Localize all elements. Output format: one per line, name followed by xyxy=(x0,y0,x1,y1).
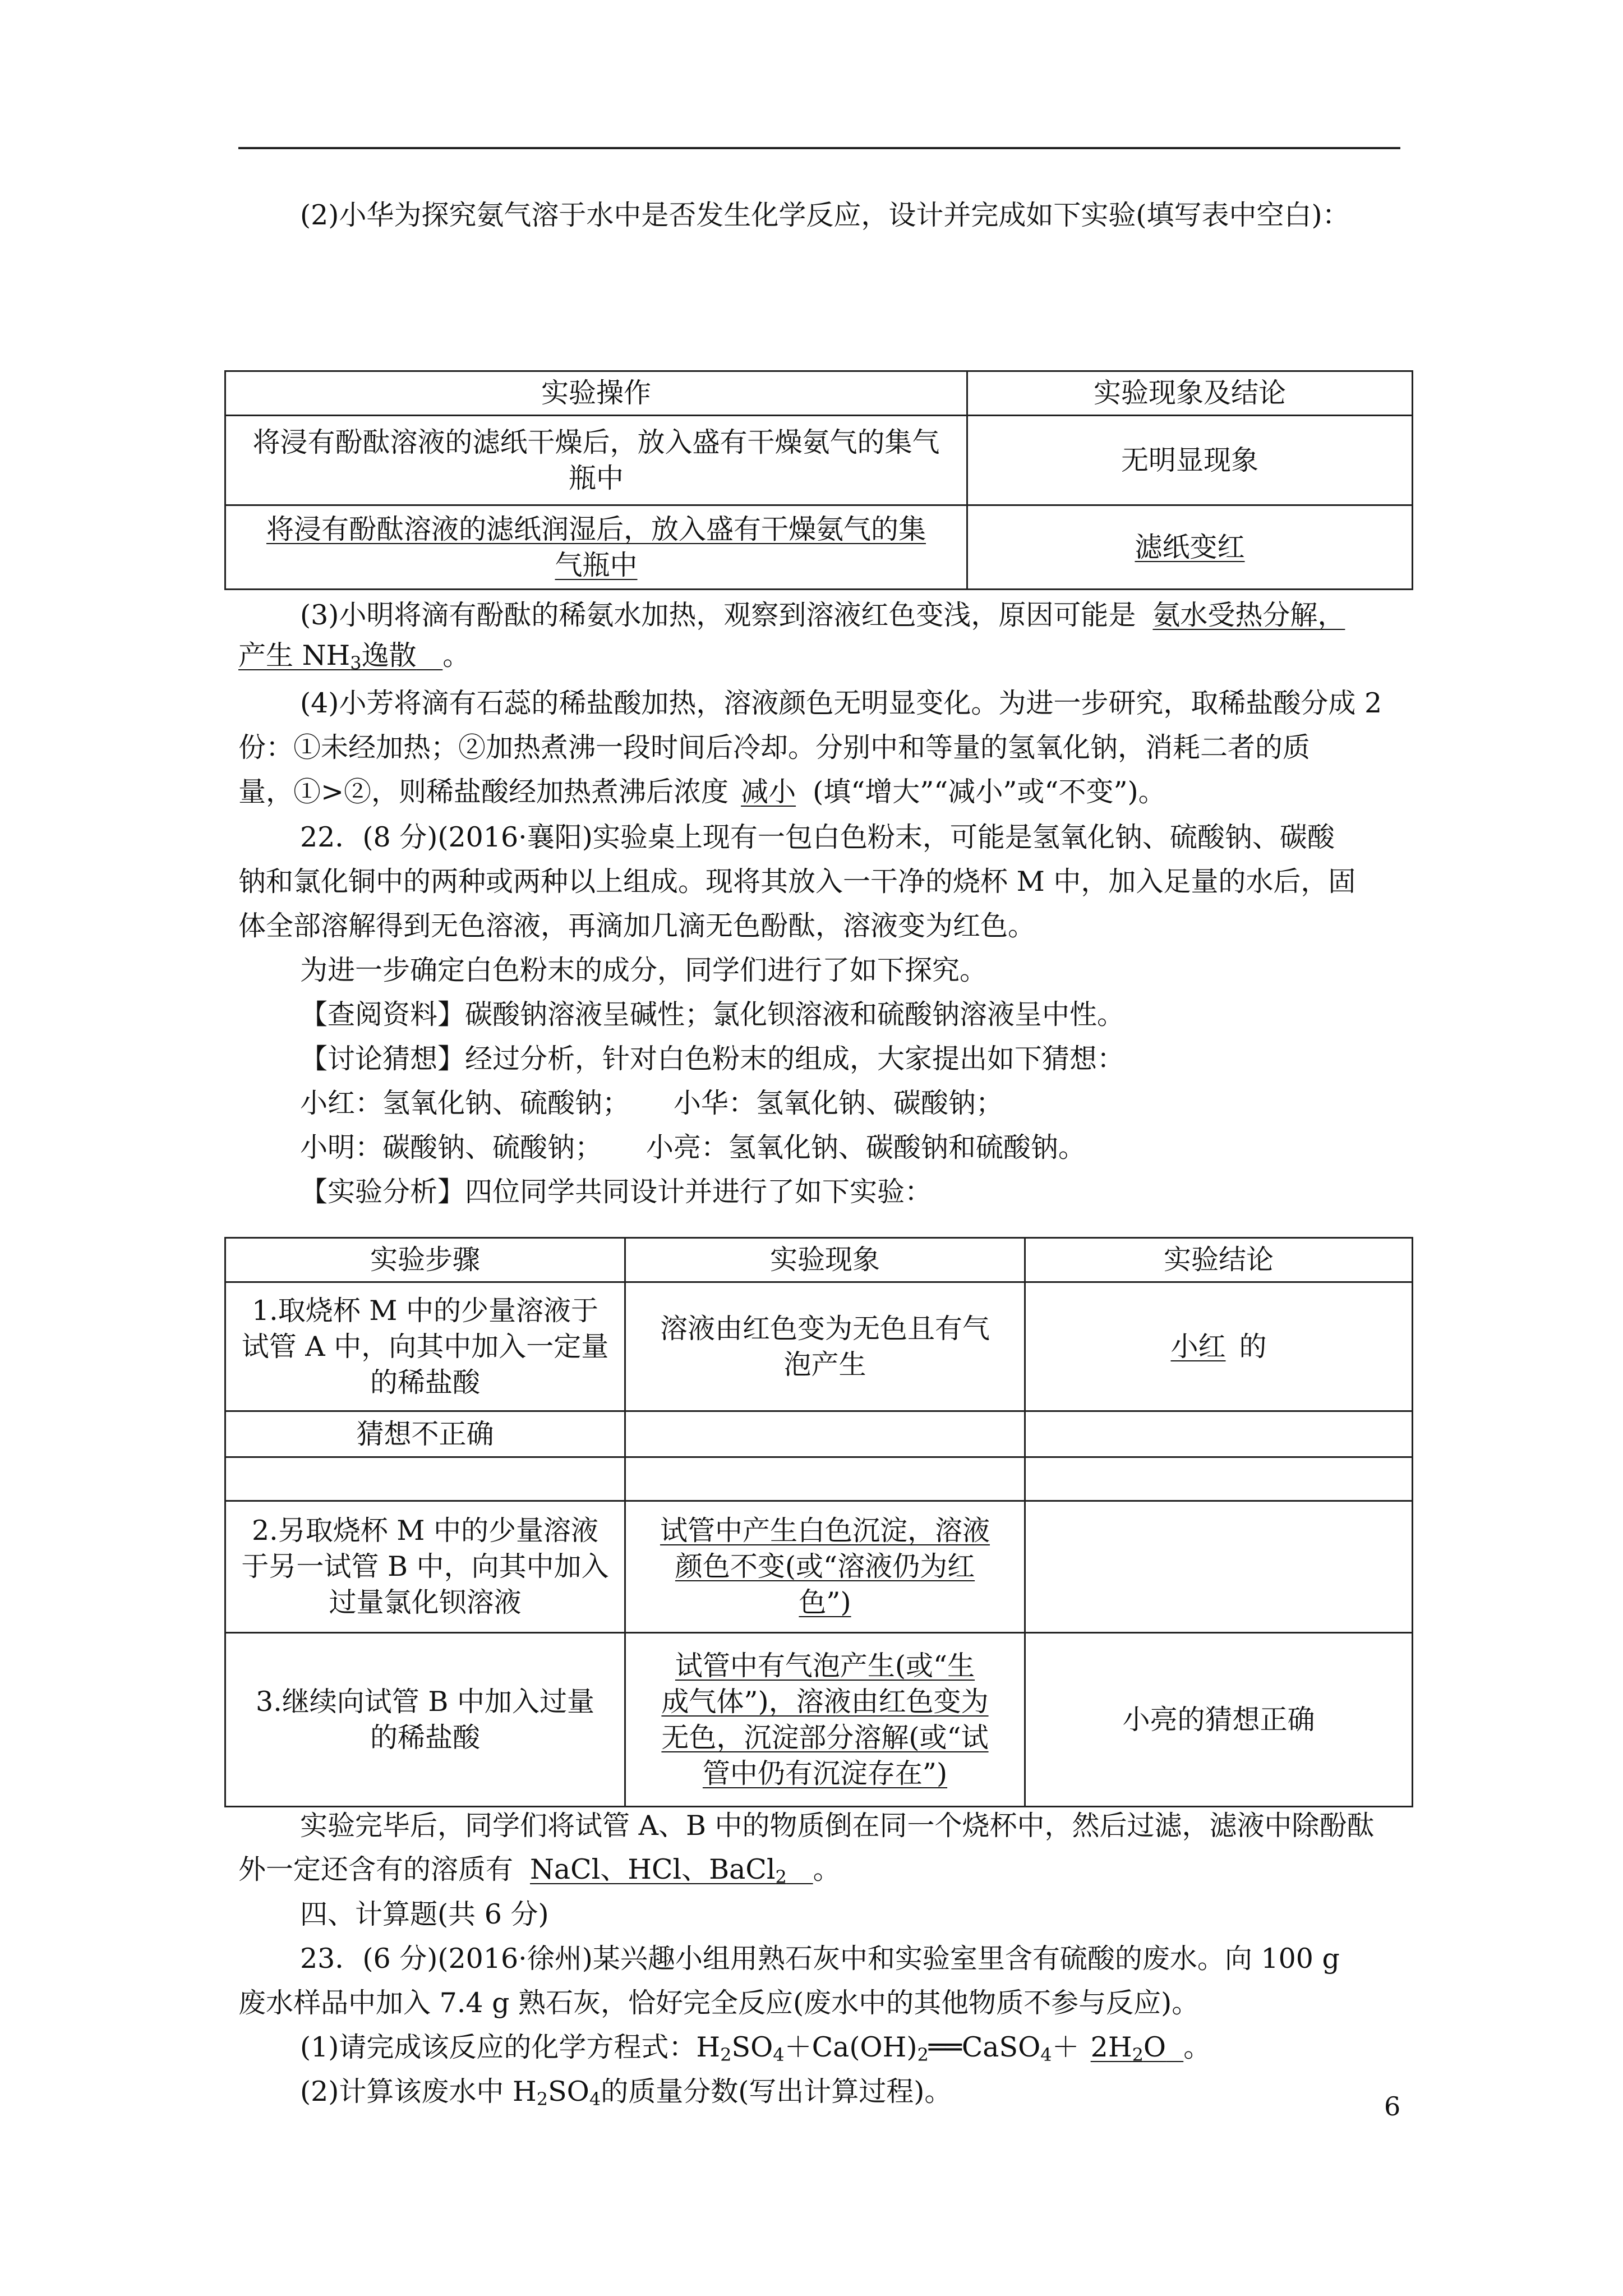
col-header-operation: 实验操作 xyxy=(225,371,967,416)
q22-after-line1: 实验完毕后，同学们将试管 A、B 中的物质倒在同一个烧杯中，然后过滤，滤液中除酚酞 xyxy=(300,1810,1375,1842)
q21-3-line1: (3)小明将滴有酚酞的稀氨水加热，观察到溶液红色变浅，原因可能是 氨水受热分解， xyxy=(300,599,1345,631)
q22-analysis: 【实验分析】四位同学共同设计并进行了如下实验： xyxy=(300,1176,933,1208)
q21-3-answer-b: 产生 $NH_3$逸散 xyxy=(238,639,417,674)
q23-equation: (1)请完成该反应的化学方程式：$H_2SO_4+Ca(OH)_2══CaSO_4+ 2H_2O$ 。 xyxy=(300,2031,1211,2065)
q21-2-intro: (2)小华为探究氨气溶于水中是否发生化学反应，设计并完成如下实验(填写表中空白)： xyxy=(300,199,1350,231)
empty-cell xyxy=(1025,1457,1413,1501)
empty-cell xyxy=(625,1411,1025,1457)
powder-experiment-table xyxy=(224,1237,1413,1807)
q23-part2: (2)计算该废水中 $H_2SO_4$的质量分数(写出计算过程)。 xyxy=(300,2076,952,2110)
q23-line2: 废水样品中加入 7.4 g 熟石灰，恰好完全反应(废水中的其他物质不参与反应)。 xyxy=(238,1987,1200,2019)
q21-4-line1: (4)小芳将滴有石蕊的稀盐酸加热，溶液颜色无明显变化。为进一步研究，取稀盐酸分成 2 xyxy=(300,687,1382,719)
q23-line1: 23．(6 分)(2016·徐州)某兴趣小组用熟石灰中和实验室里含有硫酸的废水。向 100 g xyxy=(300,1943,1340,1975)
row1-result: 无明显现象 xyxy=(967,416,1413,505)
q22-guess-1: 小红：氢氧化钠、硫酸钠； 小华：氢氧化钠、碳酸钠； xyxy=(300,1087,1003,1119)
step1-conclusion-answer: 小红 xyxy=(1170,1330,1226,1363)
section-4-title: 四、计算题(共 6 分) xyxy=(300,1898,549,1930)
q22-after-line2: 外一定还含有的溶质有 NaCl、HCl、BaCl$_2$ 。 xyxy=(238,1853,841,1888)
row2-operation-answer: 将浸有酚酞溶液的滤纸润湿后，放入盛有干燥氨气的集 气瓶中 xyxy=(225,505,967,590)
q22-line1: 22．(8 分)(2016·襄阳)实验桌上现有一包白色粉末，可能是氢氧化钠、硫酸钠、碳酸 xyxy=(300,821,1335,853)
q23-equation-answer: $2H_2O$ xyxy=(1090,2031,1166,2065)
empty-cell xyxy=(625,1457,1025,1501)
empty-cell xyxy=(1025,1411,1413,1457)
ammonia-experiment-table xyxy=(224,370,1413,590)
q22-line4: 为进一步确定白色粉末的成分，同学们进行了如下探究。 xyxy=(300,954,988,986)
col-header-conclusion: 实验结论 xyxy=(1025,1238,1413,1282)
row2-result-answer: 滤纸变红 xyxy=(967,505,1413,590)
q21-4-answer: 减小 xyxy=(741,776,796,808)
step1-phenomenon: 溶液由红色变为无色且有气 泡产生 xyxy=(625,1282,1025,1411)
header-rule xyxy=(238,147,1400,149)
empty-cell xyxy=(225,1457,625,1501)
row1-operation: 将浸有酚酞溶液的滤纸干燥后，放入盛有干燥氨气的集气 瓶中 xyxy=(225,416,967,505)
col-header-result: 实验现象及结论 xyxy=(967,371,1413,416)
q21-3-line2: 产生 $NH_3$逸散 。 xyxy=(238,639,471,674)
step2-phenomenon-answer: 试管中产生白色沉淀，溶液 颜色不变(或“溶液仍为红 色”) xyxy=(625,1501,1025,1633)
step1-conclusion-continued: 猜想不正确 xyxy=(225,1411,625,1457)
q22-hypothesis: 【讨论猜想】经过分析，针对白色粉末的组成，大家提出如下猜想： xyxy=(300,1043,1125,1075)
q21-3-answer-a: 氨水受热分解， xyxy=(1152,599,1345,631)
q22-reference: 【查阅资料】碳酸钠溶液呈碱性；氯化钡溶液和硫酸钠溶液呈中性。 xyxy=(300,999,1125,1030)
step3-cell: 3.继续向试管 B 中加入过量 的稀盐酸 xyxy=(225,1633,625,1807)
step1-cell: 1.取烧杯 M 中的少量溶液于 试管 A 中，向其中加入一定量 的稀盐酸 xyxy=(225,1282,625,1411)
col-header-phenomenon: 实验现象 xyxy=(625,1238,1025,1282)
q21-4-line2: 份：①未经加热；②加热煮沸一段时间后冷却。分别中和等量的氢氧化钠，消耗二者的质 xyxy=(238,731,1311,763)
q21-4-line3: 量，①>②，则稀盐酸经加热煮沸后浓度 减小 (填“增大”“减小”或“不变”)。 xyxy=(238,776,1166,808)
page-number: 6 xyxy=(1384,2091,1401,2122)
q22-line2: 钠和氯化铜中的两种或两种以上组成。现将其放入一干净的烧杯 M 中，加入足量的水后，固 xyxy=(238,866,1356,898)
step3-conclusion: 小亮的猜想正确 xyxy=(1025,1633,1413,1807)
q22-guess-2: 小明：碳酸钠、硫酸钠； 小亮：氢氧化钠、碳酸钠和硫酸钠。 xyxy=(300,1131,1086,1163)
empty-cell xyxy=(1025,1501,1413,1633)
step2-cell: 2.另取烧杯 M 中的少量溶液 于另一试管 B 中，向其中加入 过量氯化钡溶液 xyxy=(225,1501,625,1633)
step3-phenomenon-answer: 试管中有气泡产生(或“生 成气体”)，溶液由红色变为 无色，沉淀部分溶解(或“试 管中仍有沉淀存在”) xyxy=(625,1633,1025,1807)
q22-line3: 体全部溶解得到无色溶液，再滴加几滴无色酚酞，溶液变为红色。 xyxy=(238,910,1036,942)
col-header-step: 实验步骤 xyxy=(225,1238,625,1282)
q22-solute-answer: NaCl、HCl、BaCl$_2$ xyxy=(530,1853,787,1888)
step1-conclusion: 小红 的 xyxy=(1025,1282,1413,1411)
